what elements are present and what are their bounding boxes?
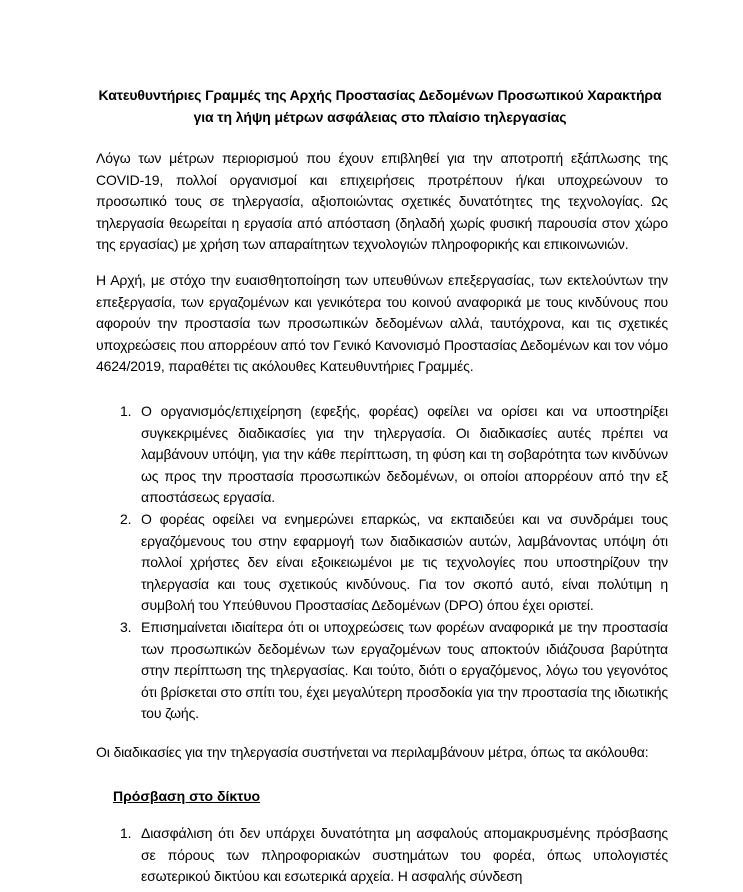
list-item-number: 1. — [120, 825, 132, 841]
title-line-1: Κατευθυντήριες Γραμμές της Αρχής Προστασίας Δεδομένων Προσωπικού Χαρακτήρα — [98, 87, 662, 103]
section-heading-network-access: Πρόσβαση στο δίκτυο — [113, 788, 261, 804]
list-item — [96, 509, 668, 617]
procedures-intro-paragraph: Οι διαδικασίες για την τηλεργασία συστήνεται να περιλαμβάνουν μέτρα, όπως τα ακόλουθα: — [96, 744, 649, 760]
list-item — [96, 617, 668, 725]
list-item-text: Διασφάλιση ότι δεν υπάρχει δυνατότητα μη ασφαλούς απομακρυσμένης πρόσβασης σε πόρους των πληροφοριακών συστημάτων του φορέα, όπως υπολογιστές εσωτερικού δικτύου και εσωτερικά αρχεία. Η ασφαλής σύνδεση — [141, 825, 668, 885]
list-item — [96, 401, 668, 509]
list-item-number: 2. — [120, 510, 132, 527]
intro-paragraph: Λόγω των μέτρων περιορισμού που έχουν επιβληθεί για την αποτροπή εξάπλωσης της COVID-19, πολλοί οργανισμοί και επιχειρήσεις προτρέπουν ή/και υποχρεώνουν το προσωπικό τους σε τηλεργασία, αξιοποιώντας σχετικές δυνατότητες της τεχνολογίας. Ως τηλεργασία θεωρείται η εργασία από απόσταση (δηλαδή χωρίς φυσική παρουσία στον χώρο της εργασίας) με χρήση των απαραίτητων τεχνολογιών πληροφορικής και επικοινωνιών. — [96, 150, 668, 253]
list-item-text: Επισημαίνεται ιδιαίτερα ότι οι υποχρεώσεις των φορέων αναφορικά με την προστασία των προσωπικών δεδομένων των εργαζομένων τους αποκτούν ιδιάζουσα βαρύτητα στην περίπτωση της τηλεργασίας. Και τούτο, διότι ο εργαζόμενος, λόγω του γεγονότος ότι βρίσκεται στο σπίτι του, έχει μεγαλύτερη προσδοκία για την προστασία της ιδιωτικής του ζωής. — [141, 618, 668, 722]
list-item-text: Ο οργανισμός/επιχείρηση (εφεξής, φορέας) οφείλει να ορίσει και να υποστηρίξει συγκεκριμένες διαδικασίες για την τηλεργασία. Οι διαδικασίες αυτές πρέπει να λαμβάνουν υπόψη, για την κάθε περίπτωση, τη φύση και τη σοβαρότητα των κινδύνων ως προς την προστασία προσωπικών δεδομένων, οι οποίοι απορρέουν από την εξ αποστάσεως εργασία. — [141, 403, 668, 506]
list-item-number: 3. — [120, 618, 132, 635]
network-access-list — [96, 823, 668, 888]
title-line-2: για τη λήψη μέτρων ασφάλειας στο πλαίσιο τηλεργασίας — [193, 109, 567, 125]
list-item — [96, 823, 668, 888]
authority-paragraph: Η Αρχή, με στόχο την ευαισθητοποίηση των υπευθύνων επεξεργασίας, των εκτελούντων την επεξεργασία, των εργαζομένων και γενικότερα του κοινού αναφορικά με τους κινδύνους που αφορούν την προστασία των προσωπικών δεδομένων αλλά, ταυτόχρονα, και τις σχετικές υποχρεώσεις που απορρέουν από τον Γενικό Κανονισμό Προστασίας Δεδομένων και τον νόμο 4624/2019, παραθέτει τις ακόλουθες Κατευθυντήριες Γραμμές. — [96, 272, 668, 375]
list-item-number: 1. — [120, 403, 132, 419]
guidelines-list — [96, 401, 668, 725]
list-item-text: Ο φορέας οφείλει να ενημερώνει επαρκώς, να εκπαιδεύει και να συνδράμει τους εργαζόμενους του στην εφαρμογή των διαδικασιών αυτών, λαμβάνοντας υπόψη ότι πολλοί χρήστες δεν είναι εξοικειωμένοι με τις τεχνολογίες που υποστηρίζουν την τηλεργασία και τους σχετικούς κινδύνους. Για τον σκοπό αυτό, είναι πολύτιμη η συμβολή του Υπεύθυνου Προστασίας Δεδομένων (DPO) όπου έχει οριστεί. — [141, 510, 668, 614]
document-title — [80, 84, 680, 128]
